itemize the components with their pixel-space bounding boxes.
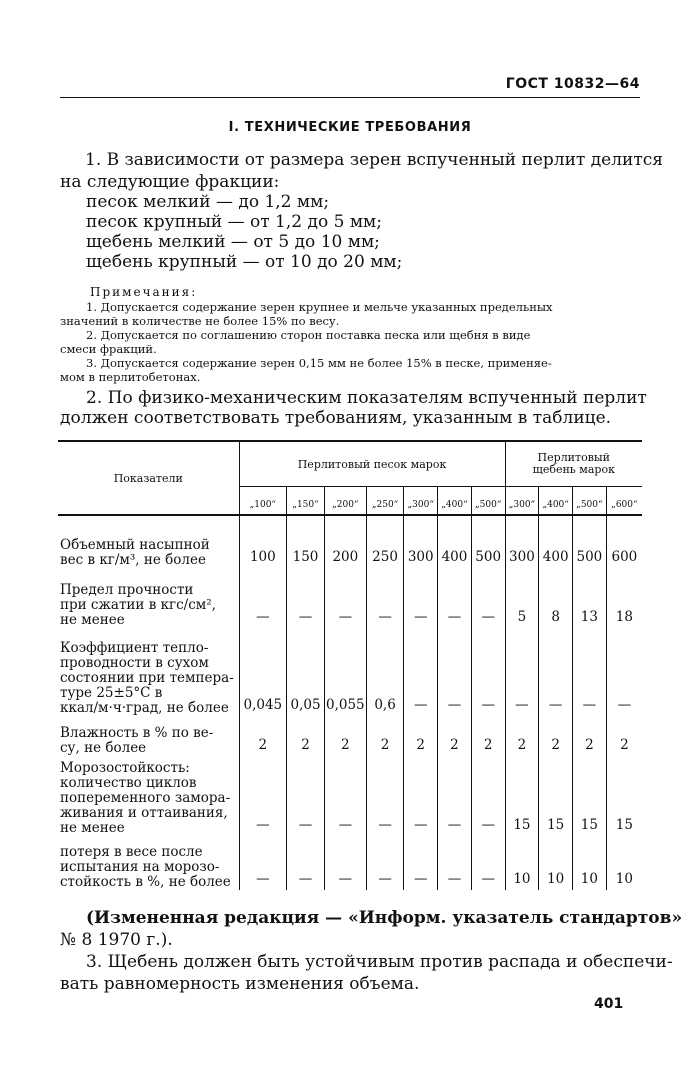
cell-value: 10 [505, 836, 539, 890]
cell-value: 300 [505, 515, 539, 568]
row-label-line: Влажность в % по ве- [60, 725, 214, 741]
row-label-line: при сжатии в кгс/см², [60, 597, 216, 613]
row-label [58, 568, 239, 628]
row-label-line: стойкость в %, не более [60, 874, 231, 890]
fraction-coarse-sand: песок крупный — от 1,2 до 5 мм; [86, 212, 382, 232]
cell-value: 300 [404, 515, 438, 568]
cell-value: 13 [573, 568, 607, 628]
cell-value: 2 [324, 716, 366, 756]
page-number: 401 [594, 996, 624, 1012]
header-sand-group: Перлитовый песок марок [239, 441, 505, 487]
cell-value: 8 [539, 568, 573, 628]
cell-value: 500 [471, 515, 505, 568]
cell-value: 0,05 [287, 628, 325, 716]
cell-value: — [366, 756, 404, 836]
cell-value: 2 [438, 716, 472, 756]
cell-value: — [324, 568, 366, 628]
fraction-coarse-gravel: щебень крупный — от 10 до 20 мм; [86, 252, 403, 272]
row-label [58, 716, 239, 756]
cell-value: — [324, 756, 366, 836]
row-label-line: су, не более [60, 740, 147, 756]
cell-value: — [287, 568, 325, 628]
row-label-line: попеременного замора- [60, 790, 231, 806]
section-title: I. ТЕХНИЧЕСКИЕ ТРЕБОВАНИЯ [228, 120, 472, 135]
row-label [58, 628, 239, 716]
cell-value: 2 [287, 716, 325, 756]
cell-value: — [404, 836, 438, 890]
item3-line-1: 3. Щебень должен быть устойчивым против распада и обеспечи- [86, 952, 673, 972]
header-rule [60, 97, 640, 98]
note-line: значений в количестве не более 15% по весу. [60, 314, 340, 328]
row-label-line: Предел прочности [60, 582, 194, 598]
gravel-group-line1: Перлитовый [537, 451, 610, 464]
brand-sand-500: „500“ [471, 487, 505, 516]
amendment-line-1: (Измененная редакция — «Информ. указатель стандартов» [86, 908, 683, 928]
cell-value: — [438, 628, 472, 716]
note-line: 1. Допускается содержание зерен крупнее и мельче указанных предельных [86, 300, 553, 314]
cell-value: — [438, 836, 472, 890]
cell-value: — [404, 628, 438, 716]
row-label-line: состоянии при темпера- [60, 670, 234, 686]
item2-line-1: 2. По физико-механическим показателям вспученный перлит [86, 388, 647, 408]
table-row [58, 628, 642, 716]
row-label [58, 836, 239, 890]
cell-value: 2 [573, 716, 607, 756]
cell-value: 250 [366, 515, 404, 568]
row-label-line: потеря в весе после [60, 844, 203, 860]
row-label-line: не менее [60, 820, 125, 836]
cell-value: — [366, 836, 404, 890]
cell-value: — [471, 836, 505, 890]
brand-gravel-500: „500“ [573, 487, 607, 516]
table-row [58, 515, 642, 568]
brand-gravel-400: „400“ [539, 487, 573, 516]
note-line: мом в перлитобетонах. [60, 370, 201, 384]
cell-value: 5 [505, 568, 539, 628]
properties-table [58, 440, 642, 890]
table-row [58, 756, 642, 836]
row-label-line: ккал/м·ч·град, не более [60, 700, 229, 716]
header-gravel-group [505, 441, 642, 487]
cell-value: — [366, 568, 404, 628]
amendment-line-2: № 8 1970 г.). [60, 930, 173, 950]
cell-value: 400 [539, 515, 573, 568]
row-label-line: не менее [60, 612, 125, 628]
cell-value: — [505, 628, 539, 716]
cell-value: 150 [287, 515, 325, 568]
cell-value: 18 [615, 609, 633, 625]
row-label-line: Коэффициент тепло- [60, 640, 209, 656]
cell-value: 2 [404, 716, 438, 756]
note-line: 2. Допускается по соглашению сторон поставка песка или щебня в виде [86, 328, 531, 342]
cell-value: — [239, 836, 287, 890]
cell-value: — [438, 756, 472, 836]
item1-line-1: 1. В зависимости от размера зерен вспученный перлит делится [85, 150, 664, 170]
table-row [58, 568, 642, 628]
cell-value: 100 [239, 515, 287, 568]
cell-value: — [287, 836, 325, 890]
fraction-fine-gravel: щебень мелкий — от 5 до 10 мм; [86, 232, 380, 252]
cell-value: 0,045 [239, 628, 287, 716]
notes-heading: Примечания: [90, 285, 198, 299]
item2-line-2: должен соответствовать требованиям, указанным в таблице. [60, 408, 612, 428]
row-label [58, 515, 239, 568]
cell-value: 600 [611, 549, 638, 565]
gravel-group-line2: щебень марок [532, 463, 615, 476]
item1-line-2: на следующие фракции: [60, 172, 280, 192]
cell-value: 2 [471, 716, 505, 756]
cell-value: 15 [615, 817, 633, 833]
cell-value: — [404, 568, 438, 628]
cell-value: 2 [239, 716, 287, 756]
note-line: смеси фракций. [60, 342, 157, 356]
row-label-line: Объемный насыпной [60, 537, 210, 553]
brand-sand-400: „400“ [438, 487, 472, 516]
brand-sand-100: „100“ [239, 487, 287, 516]
header-indicators: Показатели [58, 441, 239, 515]
cell-value: 15 [573, 756, 607, 836]
row-label-line: проводности в сухом [60, 655, 209, 671]
cell-value: — [471, 568, 505, 628]
cell-value: 400 [438, 515, 472, 568]
cell-value: — [287, 756, 325, 836]
table-body [58, 515, 642, 890]
cell-value: 0,055 [324, 628, 366, 716]
cell-value: — [438, 568, 472, 628]
row-label-line: туре 25±5°С в [60, 685, 163, 701]
item3-line-2: вать равномерность изменения объема. [60, 974, 420, 994]
table-row [58, 716, 642, 756]
row-label [58, 756, 239, 836]
fraction-fine-sand: песок мелкий — до 1,2 мм; [86, 192, 330, 212]
row-label-line: вес в кг/м³, не более [60, 552, 206, 568]
cell-value: 2 [620, 737, 629, 753]
brand-sand-150: „150“ [287, 487, 325, 516]
cell-value: — [239, 568, 287, 628]
cell-value: 10 [615, 871, 633, 887]
row-label-line: количество циклов [60, 775, 197, 791]
row-label-line: Морозостойкость: [60, 760, 190, 776]
cell-value: 2 [539, 716, 573, 756]
brand-sand-250: „250“ [366, 487, 404, 516]
brand-sand-300: „300“ [404, 487, 438, 516]
brand-gravel-600: „600“ [606, 487, 642, 516]
brand-gravel-300: „300“ [505, 487, 539, 516]
row-label-line: испытания на морозо- [60, 859, 220, 875]
cell-value: — [539, 628, 573, 716]
cell-value: — [239, 756, 287, 836]
standard-number: ГОСТ 10832—64 [505, 76, 640, 92]
cell-value: 500 [573, 515, 607, 568]
row-label-line: живания и оттаивания, [60, 805, 228, 821]
cell-value: 15 [539, 756, 573, 836]
cell-value: — [617, 697, 632, 713]
cell-value: — [471, 628, 505, 716]
cell-value: 2 [505, 716, 539, 756]
cell-value: — [404, 756, 438, 836]
cell-value: — [573, 628, 607, 716]
cell-value: 10 [573, 836, 607, 890]
note-line: 3. Допускается содержание зерен 0,15 мм не более 15% в песке, применяе- [86, 356, 552, 370]
cell-value: 10 [539, 836, 573, 890]
table-row [58, 836, 642, 890]
cell-value: — [471, 756, 505, 836]
cell-value: 2 [366, 716, 404, 756]
cell-value: 15 [505, 756, 539, 836]
cell-value: 200 [324, 515, 366, 568]
cell-value: 0,6 [366, 628, 404, 716]
cell-value: — [324, 836, 366, 890]
brand-sand-200: „200“ [324, 487, 366, 516]
